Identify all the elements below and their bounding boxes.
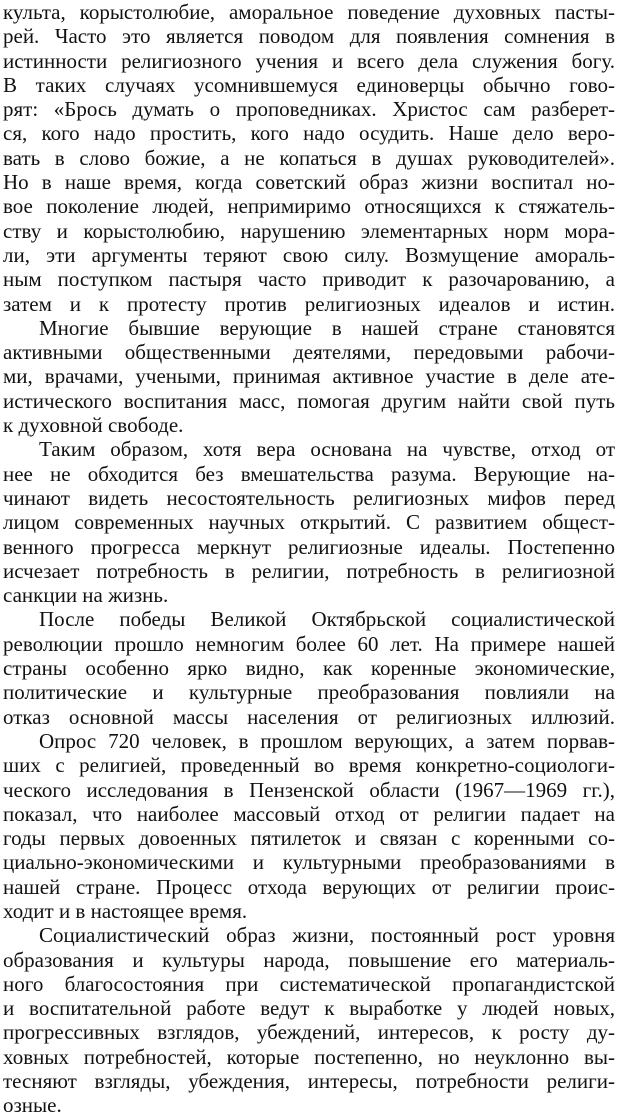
text-line: ли, эти аргументы теряют свою силу. Возмущение амораль- xyxy=(3,242,615,267)
text-line: Но в наше время, когда советский образ жизни воспитал но- xyxy=(3,170,615,195)
text-line: отказ основной массы населения от религиозных иллюзий. xyxy=(3,704,615,729)
text-line: Таким образом, хотя вера основана на чувстве, отход от xyxy=(39,437,615,462)
text-line: ся, кого надо простить, кого надо осудить. Наше дело веро- xyxy=(3,121,615,146)
text-line: страны особенно ярко видно, как коренные экономические, xyxy=(3,656,615,681)
text-line: прогрессивных взглядов, убеждений, интересов, к росту ду- xyxy=(3,1020,615,1045)
paragraph-5 xyxy=(3,729,615,923)
text-line: озные. xyxy=(3,1093,62,1118)
text-line: активными общественными деятелями, передовыми рабочи- xyxy=(3,340,615,365)
text-line: рей. Часто это является поводом для появления сомнения в xyxy=(3,24,615,49)
text-line: лицом современных научных открытий. С развитием общест- xyxy=(3,510,615,535)
text-line: рят: «Брось думать о проповедниках. Христос сам разберет- xyxy=(3,97,615,122)
text-line: санкции на жизнь. xyxy=(3,583,169,608)
text-line: нее не обходится без вмешательства разума. Верующие на- xyxy=(3,461,615,486)
text-line: культа, корыстолюбие, аморальное поведение духовных пасты- xyxy=(3,0,615,24)
text-line: политические и культурные преобразования повлияли на xyxy=(3,680,615,705)
text-line: годы первых довоенных пятилеток и связан с коренными со- xyxy=(3,826,615,851)
text-line: революции прошло немногим более 60 лет. На примере нашей xyxy=(3,631,615,656)
text-line: ших с религией, проведенный во время конкретно-социологи- xyxy=(3,753,615,778)
text-line: затем и к протесту против религиозных идеалов и истин. xyxy=(3,291,615,316)
text-line: В таких случаях усомнившемуся единоверцы обычно гово- xyxy=(3,72,615,97)
text-line: венного прогресса меркнут религиозные идеалы. Постепенно xyxy=(3,534,615,559)
text-line: показал, что наиболее массовый отход от религии падает на xyxy=(3,801,615,826)
text-line: ческого исследования в Пензенской области (1967—1969 гг.), xyxy=(3,777,615,802)
text-line: к духовной свободе. xyxy=(3,413,184,438)
text-line: исчезает потребность в религии, потребность в религиозной xyxy=(3,558,615,583)
book-page xyxy=(3,0,615,1118)
text-line: чинают видеть несостоятельность религиозных мифов перед xyxy=(3,485,615,510)
text-line: Социалистический образ жизни, постоянный рост уровня xyxy=(39,923,615,948)
text-line: циально-экономическими и культурными преобразованиями в xyxy=(3,850,615,875)
text-line: ным поступком пастыря часто приводит к разочарованию, а xyxy=(3,267,615,292)
text-line: ходит и в настоящее время. xyxy=(3,898,248,923)
paragraph-1 xyxy=(3,0,615,316)
text-line: После победы Великой Октябрьской социалистической xyxy=(39,607,615,632)
text-line: ховных потребностей, которые постепенно, но неуклонно вы- xyxy=(3,1044,615,1069)
text-line: истинности религиозного учения и всего дела служения богу. xyxy=(3,48,615,73)
text-line: нашей стране. Процесс отхода верующих от религии проис- xyxy=(3,874,615,899)
text-line: ного благосостояния при систематической пропагандистской xyxy=(3,971,615,996)
text-line: вать в слово божие, а не копаться в душах руководителей». xyxy=(3,145,615,170)
text-line: вое поколение людей, непримиримо относящихся к стяжатель- xyxy=(3,194,615,219)
text-line: ству и корыстолюбию, нарушению элементарных норм мора- xyxy=(3,218,615,243)
paragraph-6 xyxy=(3,923,615,1117)
text-line: тесняют взгляды, убеждения, интересы, потребности религи- xyxy=(3,1069,615,1094)
text-line: и воспитательной работе ведут к выработке у людей новых, xyxy=(3,996,615,1021)
text-line: Многие бывшие верующие в нашей стране становятся xyxy=(39,315,615,340)
text-line: Опрос 720 человек, в прошлом верующих, а затем порвав- xyxy=(39,728,615,753)
paragraph-3 xyxy=(3,437,615,607)
text-line: истического воспитания масс, помогая другим найти свой путь xyxy=(3,388,615,413)
paragraph-2 xyxy=(3,316,615,437)
text-line: ми, врачами, учеными, принимая активное участие в деле ате- xyxy=(3,364,615,389)
text-line: образования и культуры народа, повышение его материаль- xyxy=(3,947,615,972)
paragraph-4 xyxy=(3,607,615,728)
